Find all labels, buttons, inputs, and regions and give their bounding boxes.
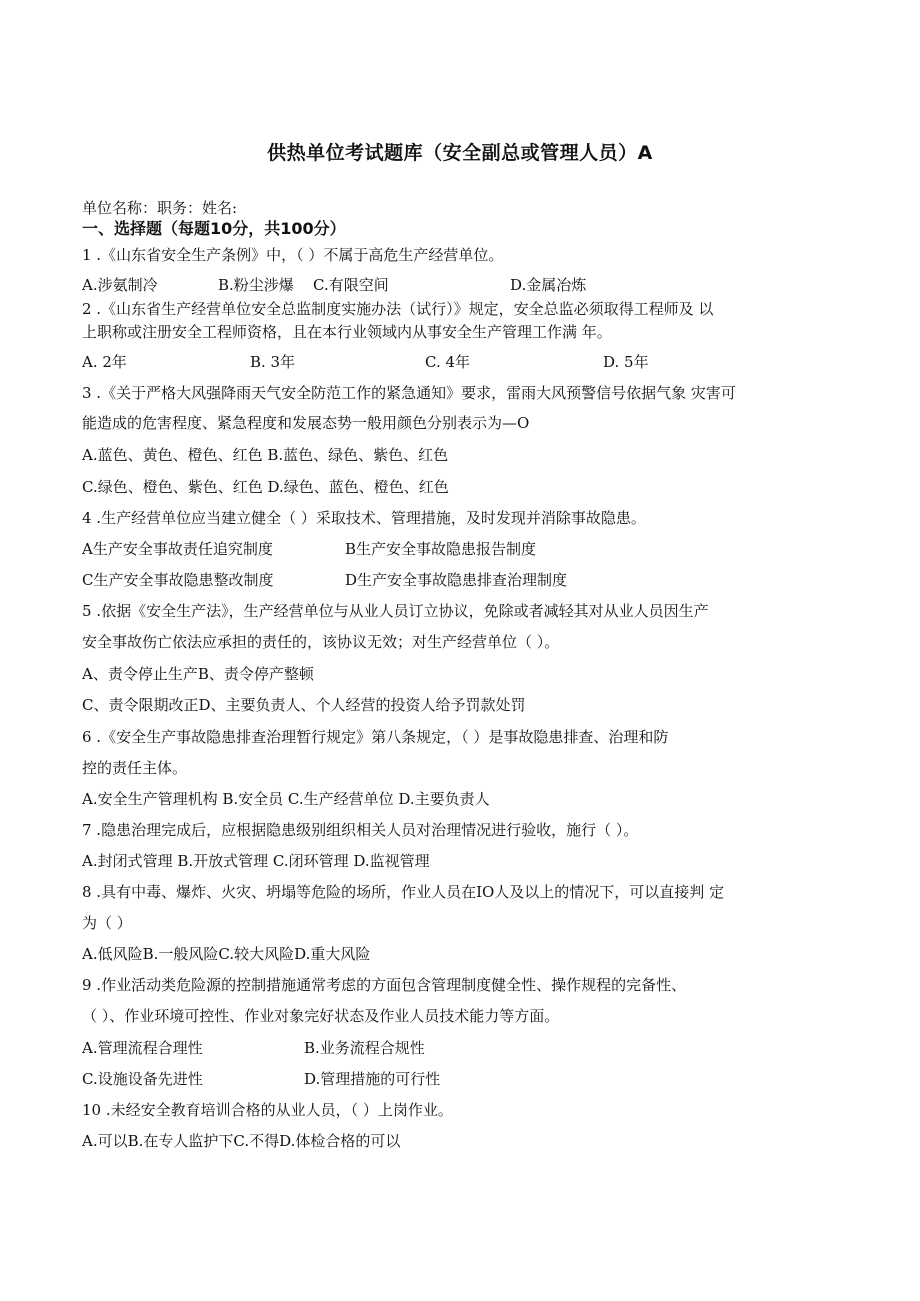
question-5-stem-line-2: 安全事故伤亡依法应承担的责任的，该协议无效；对生产经营单位（ ）。 [82,633,560,651]
question-2-stem-line-2: 上职称或注册安全工程师资格，且在本行业领域内从事安全生产管理工作满 年。 [82,323,612,341]
question-9-option-d: D.管理措施的可行性 [304,1070,441,1088]
header-info-line: 单位名称：职务：姓名: [82,199,238,217]
question-6-stem-line-1: 6 .《安全生产事故隐患排查治理暂行规定》第八条规定，（ ）是事故隐患排查、治理和防 [82,728,669,746]
document-title: 供热单位考试题库（安全副总或管理人员）A [267,142,653,164]
question-4-option-a: A生产安全事故责任追究制度 [82,540,273,558]
question-7-options: A.封闭式管理 B.开放式管理 C.闭环管理 D.监视管理 [82,852,430,870]
question-4-option-b: B生产安全事故隐患报告制度 [345,540,537,558]
question-10-stem: 10 .未经安全教育培训合格的从业人员，（ ）上岗作业。 [82,1101,453,1119]
question-9-stem-line-1: 9 .作业活动类危险源的控制措施通常考虑的方面包含管理制度健全性、操作规程的完备性、 [82,976,687,994]
question-9-option-c: C.设施设备先进性 [82,1070,203,1088]
question-2-option-a: A. 2年 [82,353,127,371]
question-7-stem: 7 .隐患治理完成后，应根据隐患级别组织相关人员对治理情况进行验收，施行（ ）。 [82,821,639,839]
question-3-stem-line-1: 3 .《关于严格大风强降雨天气安全防范工作的紧急通知》要求，雷雨大风预警信号依据气象 灾害可 [82,384,736,402]
question-1-option-d: D.金属冶炼 [510,276,587,294]
question-1-option-b: B.粉尘涉爆 [218,276,294,294]
question-8-stem-line-1: 8 .具有中毒、爆炸、火灾、坍塌等危险的场所，作业人员在IO人及以上的情况下，可以直接判 定 [82,883,725,901]
question-2-stem-line-1: 2 .《山东省生产经营单位安全总监制度实施办法（试行）》规定，安全总监必须取得工程师及 以 [82,300,714,318]
question-3-options-cd: C.绿色、橙色、紫色、红色 D.绿色、蓝色、橙色、红色 [82,478,449,496]
question-10-options: A.可以B.在专人监护下C.不得D.体检合格的可以 [82,1132,401,1150]
question-5-options-ab: A、责令停止生产B、责令停产整顿 [82,665,314,683]
question-3-stem-line-2: 能造成的危害程度、紧急程度和发展态势一般用颜色分别表示为—O [82,414,530,432]
question-2-option-d: D. 5年 [603,353,649,371]
question-4-option-d: D生产安全事故隐患排查治理制度 [345,571,568,589]
question-9-option-b: B.业务流程合规性 [304,1039,425,1057]
question-1-stem: 1 .《山东省安全生产条例》中，（ ）不属于高危生产经营单位。 [82,246,504,264]
question-4-stem: 4 .生产经营单位应当建立健全（ ）采取技术、管理措施，及时发现并消除事故隐患。 [82,509,646,527]
question-1-option-a: A.涉氨制冷 [82,276,158,294]
question-6-options: A.安全生产管理机构 B.安全员 C.生产经营单位 D.主要负责人 [82,790,490,808]
question-2-option-c: C. 4年 [425,353,471,371]
question-4-option-c: C生产安全事故隐患整改制度 [82,571,274,589]
question-9-option-a: A.管理流程合理性 [82,1039,203,1057]
question-3-options-ab: A.蓝色、黄色、橙色、红色 B.蓝色、绿色、紫色、红色 [82,446,449,464]
question-5-stem-line-1: 5 .依据《安全生产法》，生产经营单位与从业人员订立协议，免除或者减轻其对从业人员因生产 [82,602,709,620]
question-6-stem-line-2: 控的责任主体。 [82,759,188,777]
question-2-option-b: B. 3年 [250,353,296,371]
question-5-options-cd: C、责令限期改正D、主要负责人、个人经营的投资人给予罚款处罚 [82,696,526,714]
question-8-options: A.低风险B.一般风险C.较大风险D.重大风险 [82,945,371,963]
question-9-stem-line-2: （ ）、作业环境可控性、作业对象完好状态及作业人员技术能力等方面。 [82,1007,560,1025]
question-1-option-c: C.有限空间 [313,276,389,294]
section-heading: 一、选择题（每题10分，共100分） [82,219,346,238]
question-8-stem-line-2: 为（ ） [82,914,132,932]
